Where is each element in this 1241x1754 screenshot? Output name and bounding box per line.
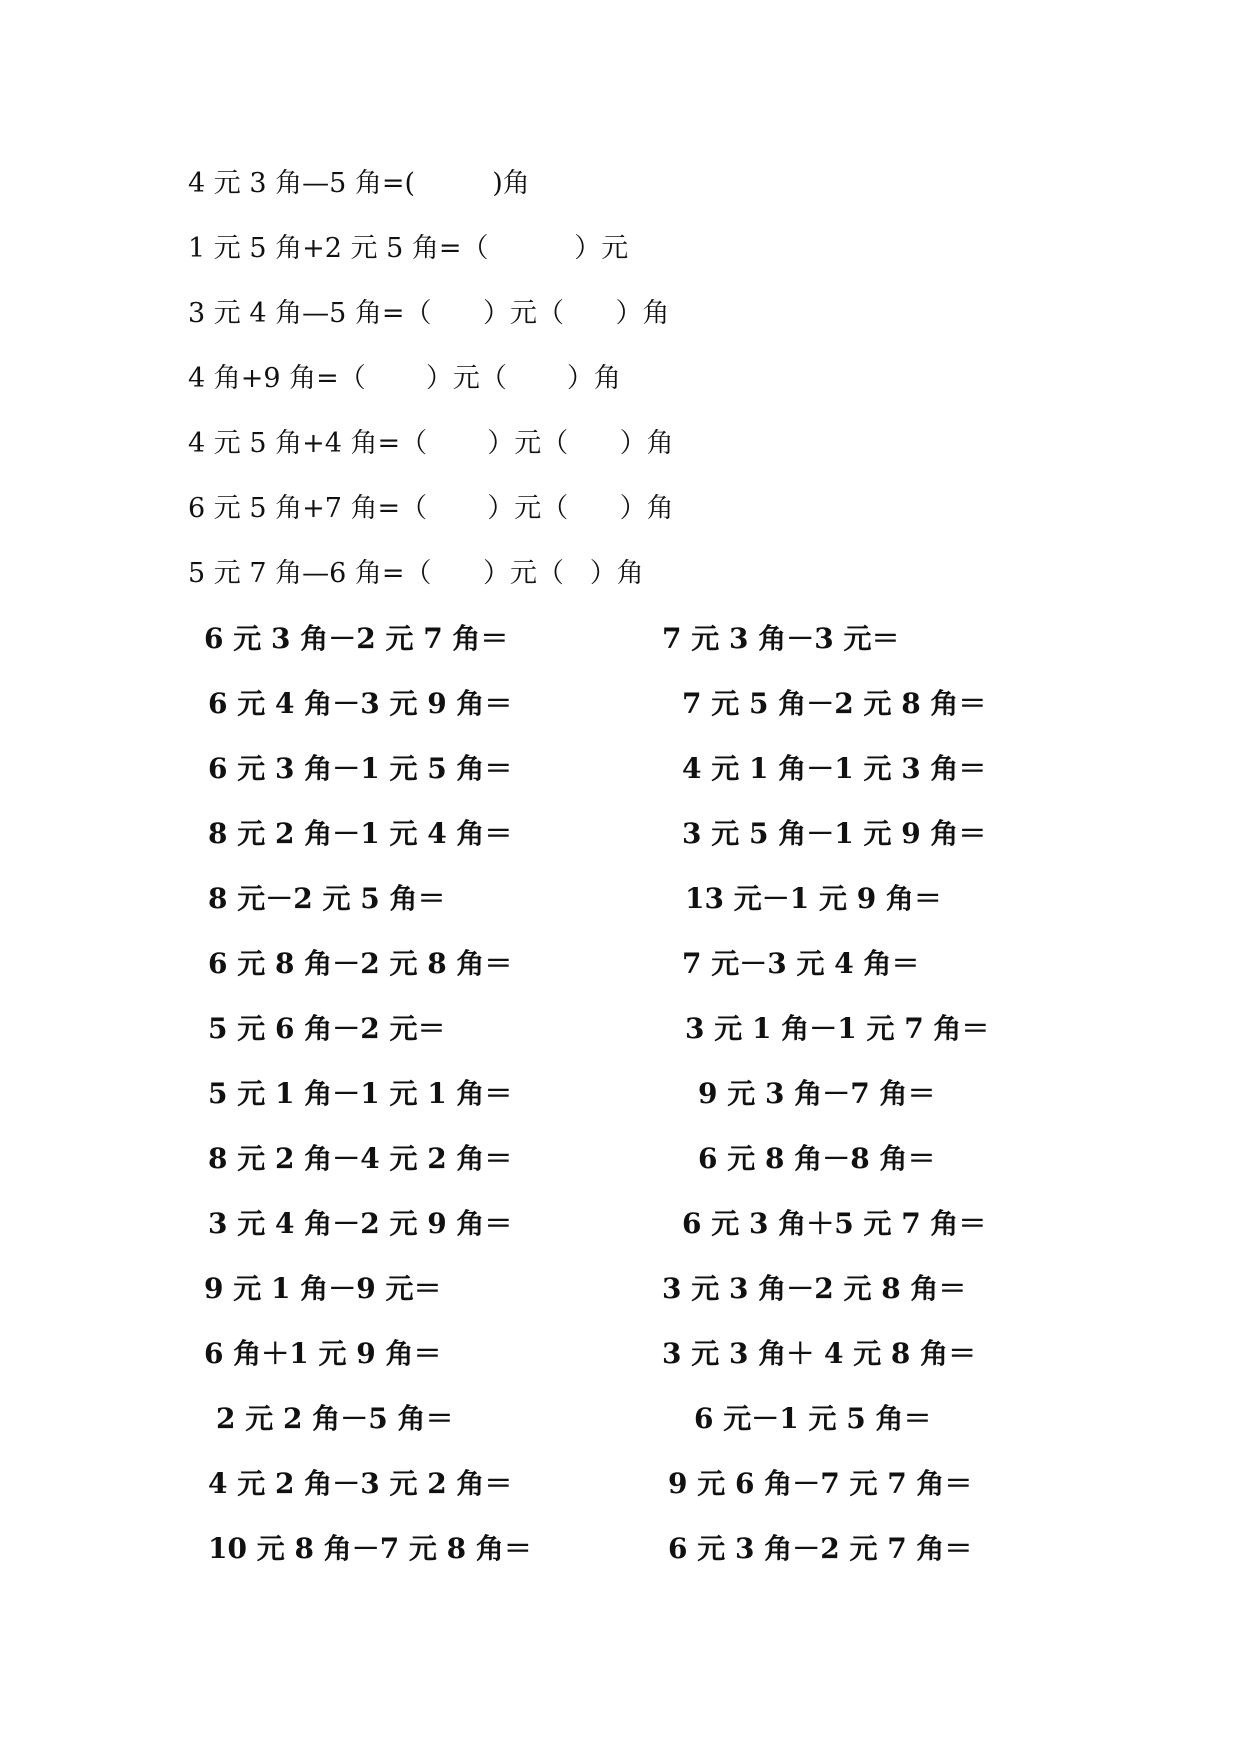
calc-left-item: 9 元 1 角－9 元＝	[204, 1272, 442, 1305]
calc-right-item: 6 元 8 角－8 角＝	[698, 1142, 936, 1175]
fill-blank-item: 6 元 5 角+7 角=（ ）元（ ）角	[188, 493, 674, 524]
calc-right-item: 9 元 3 角－7 角＝	[698, 1077, 936, 1110]
calc-right-item: 7 元 5 角－2 元 8 角＝	[682, 687, 987, 720]
calc-right-item: 3 元 3 角＋ 4 元 8 角＝	[662, 1337, 977, 1370]
calc-left-item: 8 元 2 角－4 元 2 角＝	[208, 1142, 513, 1175]
calc-right-item: 4 元 1 角－1 元 3 角＝	[682, 752, 987, 785]
calc-right-item: 3 元 3 角－2 元 8 角＝	[662, 1272, 967, 1305]
fill-blank-item: 1 元 5 角+2 元 5 角=（ ）元	[188, 233, 629, 264]
fill-blank-item: 4 角+9 角=（ ）元（ ）角	[188, 363, 621, 394]
calc-left-item: 8 元－2 元 5 角＝	[208, 882, 446, 915]
fill-blank-item: 5 元 7 角—6 角=（ ）元（ ）角	[188, 558, 644, 589]
calc-left-item: 3 元 4 角－2 元 9 角＝	[208, 1207, 513, 1240]
fill-blank-item: 4 元 3 角—5 角=( )角	[188, 168, 530, 199]
calc-left-item: 6 元 3 角－2 元 7 角＝	[204, 622, 509, 655]
calc-right-item: 7 元－3 元 4 角＝	[682, 947, 920, 980]
calc-right-item: 7 元 3 角－3 元＝	[662, 622, 900, 655]
calc-right-item: 6 元－1 元 5 角＝	[694, 1402, 932, 1435]
calc-right-item: 6 元 3 角＋5 元 7 角＝	[682, 1207, 987, 1240]
calc-left-item: 6 元 3 角－1 元 5 角＝	[208, 752, 513, 785]
calc-left-item: 6 角＋1 元 9 角＝	[204, 1337, 442, 1370]
calc-left-item: 10 元 8 角－7 元 8 角＝	[208, 1532, 532, 1565]
calc-left-item: 6 元 8 角－2 元 8 角＝	[208, 947, 513, 980]
calc-right-item: 13 元－1 元 9 角＝	[685, 882, 942, 915]
calc-right-item: 3 元 5 角－1 元 9 角＝	[682, 817, 987, 850]
calc-left-item: 5 元 1 角－1 元 1 角＝	[208, 1077, 513, 1110]
calc-right-item: 9 元 6 角－7 元 7 角＝	[668, 1467, 973, 1500]
fill-blank-item: 3 元 4 角—5 角=（ ）元（ ）角	[188, 298, 670, 329]
calc-left-item: 4 元 2 角－3 元 2 角＝	[208, 1467, 513, 1500]
calc-left-item: 8 元 2 角－1 元 4 角＝	[208, 817, 513, 850]
calc-left-item: 5 元 6 角－2 元＝	[208, 1012, 446, 1045]
calc-left-item: 2 元 2 角－5 角＝	[216, 1402, 454, 1435]
calc-right-item: 6 元 3 角－2 元 7 角＝	[668, 1532, 973, 1565]
fill-blank-item: 4 元 5 角+4 角=（ ）元（ ）角	[188, 428, 674, 459]
calc-left-item: 6 元 4 角－3 元 9 角＝	[208, 687, 513, 720]
calc-right-item: 3 元 1 角－1 元 7 角＝	[685, 1012, 990, 1045]
